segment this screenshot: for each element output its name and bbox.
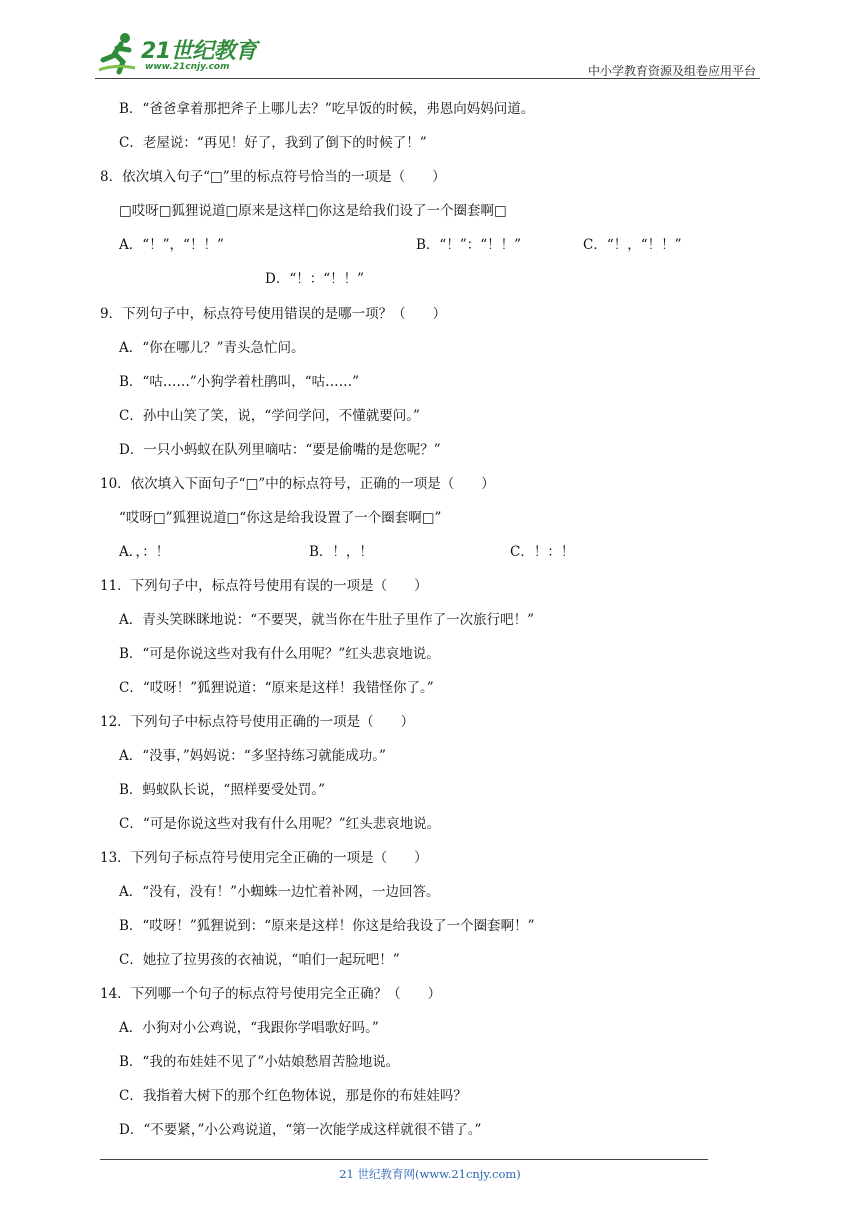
option-line: C．！：！ <box>510 544 575 560</box>
option-line: C．孙中山笑了笑，说，“学问学问，不懂就要问。” <box>119 408 420 424</box>
question-sentence: “哎呀□”狐狸说道□“你这是给我设置了一个圈套啊□” <box>119 510 442 526</box>
option-line: B．“我的布娃娃不见了”小姑娘愁眉苦脸地说。 <box>119 1054 400 1070</box>
option-line: C．我指着大树下的那个红色物体说，那是你的布娃娃吗？ <box>119 1088 467 1104</box>
question-line: 13．下列句子标点符号使用完全正确的一项是（ ） <box>100 850 428 866</box>
option-line: C．“哎呀！”狐狸说道：“原来是这样！我错怪你了。” <box>119 680 434 696</box>
option-line: A．小狗对小公鸡说，“我跟你学唱歌好吗。” <box>119 1020 379 1036</box>
option-line: A．“没有，没有！”小蜘蛛一边忙着补网，一边回答。 <box>119 884 440 900</box>
question-line: 10．依次填入下面句子“□”中的标点符号，正确的一项是（ ） <box>100 476 495 492</box>
option-line: C．她拉了拉男孩的衣袖说，“咱们一起玩吧！” <box>119 952 400 968</box>
option-line: C．“可是你说这些对我有什么用呢？”红头悲哀地说。 <box>119 816 441 832</box>
footer-link[interactable]: 21 世纪教育网(www.21cnjy.com) <box>339 1167 521 1181</box>
platform-title: 中小学教育资源及组卷应用平台 <box>587 64 756 78</box>
question-sentence: □哎呀□狐狸说道□原来是这样□你这是给我们设了一个圈套啊□ <box>119 203 507 219</box>
logo-url: www.21cnjy.com <box>145 62 230 72</box>
option-line: D．“不要紧，”小公鸡说道，“第一次能学成这样就很不错了。” <box>119 1122 482 1138</box>
option-line: A．“你在哪儿？”青头急忙问。 <box>119 340 305 356</box>
option-line: A．，：！ <box>119 544 170 560</box>
option-line: B．“！”：“！！” <box>416 237 522 253</box>
page-header <box>95 30 760 80</box>
question-line: 11．下列句子中，标点符号使用有误的一项是（ ） <box>100 578 428 594</box>
option-line: A．“没事，”妈妈说：“多坚持练习就能成功。” <box>119 748 386 764</box>
runner-logo-icon <box>95 30 141 76</box>
question-line: 8．依次填入句子“□”里的标点符号恰当的一项是（ ） <box>100 169 446 185</box>
option-line: B．蚂蚁队长说，“照样要受处罚。” <box>119 782 325 798</box>
question-line: 9．下列句子中，标点符号使用错误的是哪一项？（ ） <box>100 306 447 322</box>
option-line: C．老屋说：“再见！好了，我到了倒下的时候了！” <box>119 135 427 151</box>
logo-text: 21世纪教育 <box>141 39 257 64</box>
option-line: D．一只小蚂蚁在队列里嘀咕：“要是偷嘴的是您呢？” <box>119 442 441 458</box>
logo <box>95 30 295 78</box>
option-line: B．“可是你说这些对我有什么用呢？”红头悲哀地说。 <box>119 646 440 662</box>
option-line: B．“咕……”小狗学着杜鹃叫，“咕……” <box>119 374 360 390</box>
option-line: A．青头笑眯眯地说：“不要哭，就当你在牛肚子里作了一次旅行吧！” <box>119 612 535 628</box>
header-divider <box>95 78 760 79</box>
option-line: B．“哎呀！”狐狸说到：“原来是这样！你这是给我设了一个圈套啊！” <box>119 918 535 934</box>
question-line: 14．下列哪一个句子的标点符号使用完全正确？（ ） <box>100 986 442 1002</box>
footer-divider <box>100 1159 708 1160</box>
option-line: A．“！”，“！！” <box>119 237 224 253</box>
option-line: B．！，！ <box>309 544 373 560</box>
option-line: B．“爸爸拿着那把斧子上哪儿去？”吃早饭的时候，弗恩向妈妈问道。 <box>119 101 535 117</box>
question-line: 12．下列句子中标点符号使用正确的一项是（ ） <box>100 714 415 730</box>
option-line: D．“！：“！！” <box>265 271 365 287</box>
option-line: C．“！，“！！” <box>583 237 682 253</box>
